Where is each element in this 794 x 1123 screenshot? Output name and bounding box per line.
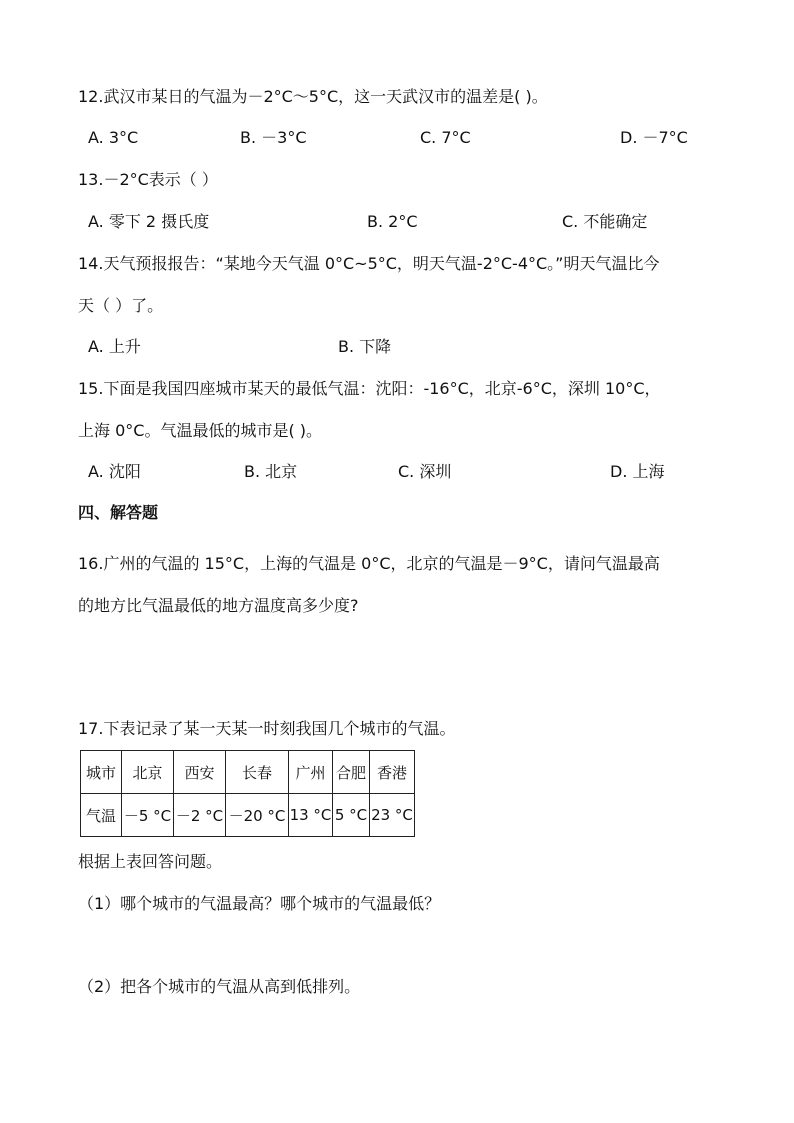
- question-12-option-d: D. －7°C: [620, 128, 688, 147]
- table-cell: 合肥: [333, 751, 370, 794]
- table-cell: 13 °C: [289, 794, 333, 837]
- question-14-text-line2: 天（ ）了。: [78, 296, 164, 315]
- table-cell: －5 °C: [122, 794, 174, 837]
- table-cell: 5 °C: [333, 794, 370, 837]
- temperature-table: [80, 750, 415, 837]
- question-17-sub1: （1）哪个城市的气温最高？哪个城市的气温最低？: [78, 894, 441, 913]
- table-cell: 西安: [174, 751, 226, 794]
- question-13-text: 13.－2°C表示（ ）: [78, 170, 218, 189]
- table-row: [81, 794, 415, 837]
- table-cell: 城市: [81, 751, 122, 794]
- table-cell: 气温: [81, 794, 122, 837]
- table-cell: －20 °C: [226, 794, 289, 837]
- table-cell: 长春: [226, 751, 289, 794]
- table-cell: －2 °C: [174, 794, 226, 837]
- question-16-text-line2: 的地方比气温最低的地方温度高多少度?: [78, 596, 359, 615]
- question-12-option-b: B. －3°C: [240, 128, 307, 147]
- question-12-option-a: A. 3°C: [88, 128, 139, 147]
- question-13-option-c: C. 不能确定: [562, 212, 648, 231]
- table-cell: 广州: [289, 751, 333, 794]
- question-14-option-a: A. 上升: [88, 337, 141, 356]
- question-13-option-a: A. 零下 2 摄氏度: [88, 212, 210, 231]
- section-4-title: 四、解答题: [78, 503, 159, 522]
- question-14-text-line1: 14.天气预报报告：“某地今天气温 0°C~5°C，明天气温-2°C-4°C。”明天气温比今: [78, 254, 660, 273]
- question-15-text-line2: 上海 0°C。气温最低的城市是( )。: [78, 421, 323, 440]
- question-17-sub2: （2）把各个城市的气温从高到低排列。: [78, 977, 361, 996]
- question-12-option-c: C. 7°C: [420, 128, 471, 147]
- question-15-option-c: C. 深圳: [398, 462, 452, 481]
- table-cell: 北京: [122, 751, 174, 794]
- question-15-option-a: A. 沈阳: [88, 462, 141, 481]
- table-header-row: [81, 751, 415, 794]
- question-12-text: 12.武汉市某日的气温为－2°C～5°C，这一天武汉市的温差是( )。: [78, 87, 548, 106]
- question-13-option-b: B. 2°C: [367, 212, 418, 231]
- question-17-text: 17.下表记录了某一天某一时刻我国几个城市的气温。: [78, 719, 456, 738]
- question-17-instruction: 根据上表回答问题。: [78, 852, 223, 871]
- question-15-text-line1: 15.下面是我国四座城市某天的最低气温：沈阳：-16°C，北京-6°C，深圳 10°C，: [78, 379, 661, 398]
- question-15-option-b: B. 北京: [244, 462, 298, 481]
- table-cell: 香港: [370, 751, 415, 794]
- question-15-option-d: D. 上海: [610, 462, 665, 481]
- question-16-text-line1: 16.广州的气温的 15°C，上海的气温是 0°C，北京的气温是－9°C，请问气温最高: [78, 554, 660, 573]
- table-cell: 23 °C: [370, 794, 415, 837]
- question-14-option-b: B. 下降: [338, 337, 392, 356]
